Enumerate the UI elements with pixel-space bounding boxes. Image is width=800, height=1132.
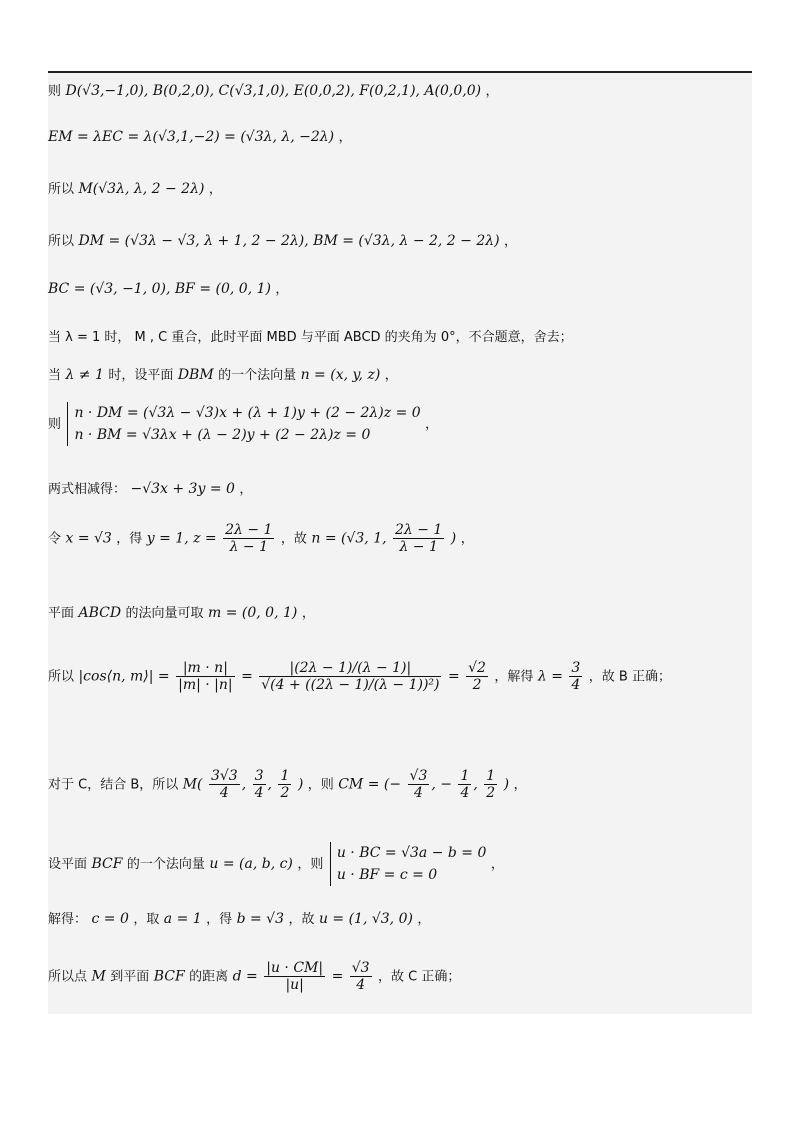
fraction-cos [176,660,235,693]
math-a: a = 1 [163,911,202,927]
line-set-x [48,522,474,555]
punct: ， [460,531,474,547]
text: 设平面 [48,857,88,872]
line-dm-bm [48,232,517,251]
fraction-lambda [569,660,582,693]
denominator: |m| · |n| [178,677,233,693]
text-subtract: 两式相减得： [48,482,127,497]
math-bcf: BCF [153,968,185,985]
comma: , [267,776,272,793]
numerator: 1 [486,768,496,784]
line-em [48,128,352,147]
text: 对于 C，结合 B，所以 [48,777,179,793]
line-normal-dbm [48,366,398,385]
punct: ， [425,417,439,432]
math-em-vector: EM = λEC = λ(√3,1,−2) = (√3λ, λ, −2λ) [48,129,335,145]
equation-1: u · BC = √3a − b = 0 [336,845,487,861]
math-abcd: ABCD [78,605,122,621]
text-ze: 则 [48,84,62,99]
line-normal-bcf [48,842,504,886]
text-conclusion-b: ，故 B 正确； [588,669,671,685]
numerator: √3 [351,960,370,976]
numerator: √2 [468,660,486,676]
equation-system [67,402,420,446]
fraction-mz [278,768,291,801]
math-x: x = √3 [65,530,112,547]
paren: ) [503,776,510,793]
text: 当 [48,368,62,383]
text-ze: 则 [48,417,62,432]
math-m-open: M( [182,776,203,793]
math-c: c = 0 [91,911,129,927]
text: ，故 [280,531,307,547]
punct: ， [417,912,431,927]
math-lambda-neq: λ ≠ 1 [65,367,104,383]
math-b: b = √3 [236,911,285,927]
numerator: 3 [571,660,581,676]
line-solve-u [48,910,430,929]
math-m: M [91,968,106,985]
text: ，故 [288,912,315,927]
text: 的一个法向量 [126,857,205,872]
denominator: 2 [486,785,496,801]
numerator: 1 [460,768,470,784]
numerator: 3 [254,768,264,784]
text: 所以点 [48,969,88,985]
fraction-my [253,768,266,801]
punct: ， [338,130,352,145]
numerator: |m · n| [176,660,235,677]
math-bcf: BCF [91,856,123,872]
punct: ， [384,368,398,383]
text: ，则 [307,777,334,793]
text: 的一个法向量 [218,368,297,383]
text: ，则 [297,857,324,872]
numerator: 2λ − 1 [225,522,273,538]
comma-minus: , − [431,776,453,793]
equals: = [241,668,253,685]
text: 到平面 [110,969,150,985]
line-coordinates [48,82,499,101]
punct: ， [485,84,499,99]
numerator: |u · CM| [266,960,324,976]
math-u-result: u = (1, √3, 0) [318,911,413,927]
numerator: 2λ − 1 [395,522,443,538]
math-yz: y = 1, z = [146,530,217,547]
text-suoyi: 所以 [48,234,75,249]
math-n-result: n = (√3, 1, [311,530,387,547]
text: ，得 [116,531,143,547]
math-bc-bf: BC = (√3, −1, 0), BF = (0, 0, 1) [48,281,271,297]
math-dm-bm: DM = (√3λ − √3, λ + 1, 2 − 2λ), BM = (√3λ, λ − 2, 2 − 2λ) [78,233,500,249]
denominator: √(4 + ((2λ − 1)/(λ − 1))²) [261,677,440,693]
fraction-distance [264,960,325,993]
denominator: 2 [472,677,482,693]
math-m-point: M(√3λ, λ, 2 − 2λ) [78,181,205,197]
text: 的法向量可取 [125,606,204,621]
text: 令 [48,531,62,547]
text: 平面 [48,606,75,621]
text: ，解得 [494,669,534,685]
fraction-cmy [458,768,471,801]
line-subtract [48,480,252,499]
denominator: 4 [571,677,581,693]
denominator: 4 [414,785,423,801]
comma: , [473,776,478,793]
math-m-vector: m = (0, 0, 1) [208,605,298,621]
punct: ， [301,606,315,621]
equals: = [447,668,460,685]
numerator: 1 [280,768,290,784]
punct: ， [208,182,222,197]
fraction-n [393,522,444,555]
text: ，取 [133,912,160,927]
punct: ， [490,857,504,872]
punct: ， [504,234,518,249]
denominator: λ − 1 [229,539,268,555]
math-coordinates: D(√3,−1,0), B(0,2,0), C(√3,1,0), E(0,0,2), F(0,2,1), A(0,0,0) [65,83,482,99]
equation-system-u [330,842,487,886]
punct: ， [239,482,253,497]
fraction-mx [209,768,240,801]
denominator: 2 [280,785,290,801]
text-suoyi: 所以 [48,182,75,197]
equation-2: n · BM = √3λx + (λ − 2)y + (2 − 2λ)z = 0 [74,427,371,443]
line-option-c [48,768,527,801]
numerator: |(2λ − 1)/(λ − 1)| [259,660,441,677]
line-normal-abcd [48,604,315,623]
fraction-distance-value [350,960,372,993]
text: ，得 [206,912,233,927]
equation-2: u · BF = c = 0 [336,867,438,883]
text-suoyi: 所以 [48,669,75,685]
equation-1: n · DM = (√3λ − √3)x + (λ + 1)y + (2 − 2λ)z = 0 [74,405,421,421]
denominator: 4 [254,785,264,801]
math-d: d = [232,968,258,985]
text-conclusion-c: ，故 C 正确； [378,969,461,985]
text-lambda-one-case: 当 λ = 1 时， M , C 重合，此时平面 MBD 与平面 ABCD 的夹角为 0°，不合题意，舍去； [48,330,573,345]
paren: ) [297,776,304,793]
math-cm-open: CM = (− [338,776,402,793]
fraction-cmx [408,768,430,801]
line-system-n [48,402,438,446]
fraction-z [223,522,274,555]
math-u-vector: u = (a, b, c) [209,856,293,872]
math-subtract-result: −√3x + 3y = 0 [130,481,235,497]
text: 的距离 [189,969,229,985]
paren: ) [450,530,457,547]
line-cos [48,660,671,693]
line-distance [48,960,460,993]
line-lambda-one [48,328,573,347]
line-bc-bf [48,280,288,299]
numerator: 3√3 [210,768,238,784]
numerator: √3 [409,768,428,784]
comma: , [241,776,247,793]
fraction-cos-expanded [259,660,441,693]
text: 解得： [48,912,88,927]
equals: = [331,968,344,985]
math-cos-lhs: |cos⟨n, m⟩| = [78,668,170,685]
top-rule [48,71,752,73]
fraction-root2 [466,660,488,693]
math-n-vector: n = (x, y, z) [300,367,381,383]
denominator: 4 [460,785,470,801]
denominator: |u| [285,977,304,993]
line-m-point [48,180,222,199]
punct: ， [513,777,527,793]
fraction-cmz [484,768,497,801]
math-dbm: DBM [177,367,214,383]
text: 时，设平面 [108,368,174,383]
denominator: λ − 1 [399,539,438,555]
denominator: 4 [219,785,229,801]
punct: ， [275,282,289,297]
denominator: 4 [356,977,366,993]
math-lambda: λ = [537,668,563,685]
